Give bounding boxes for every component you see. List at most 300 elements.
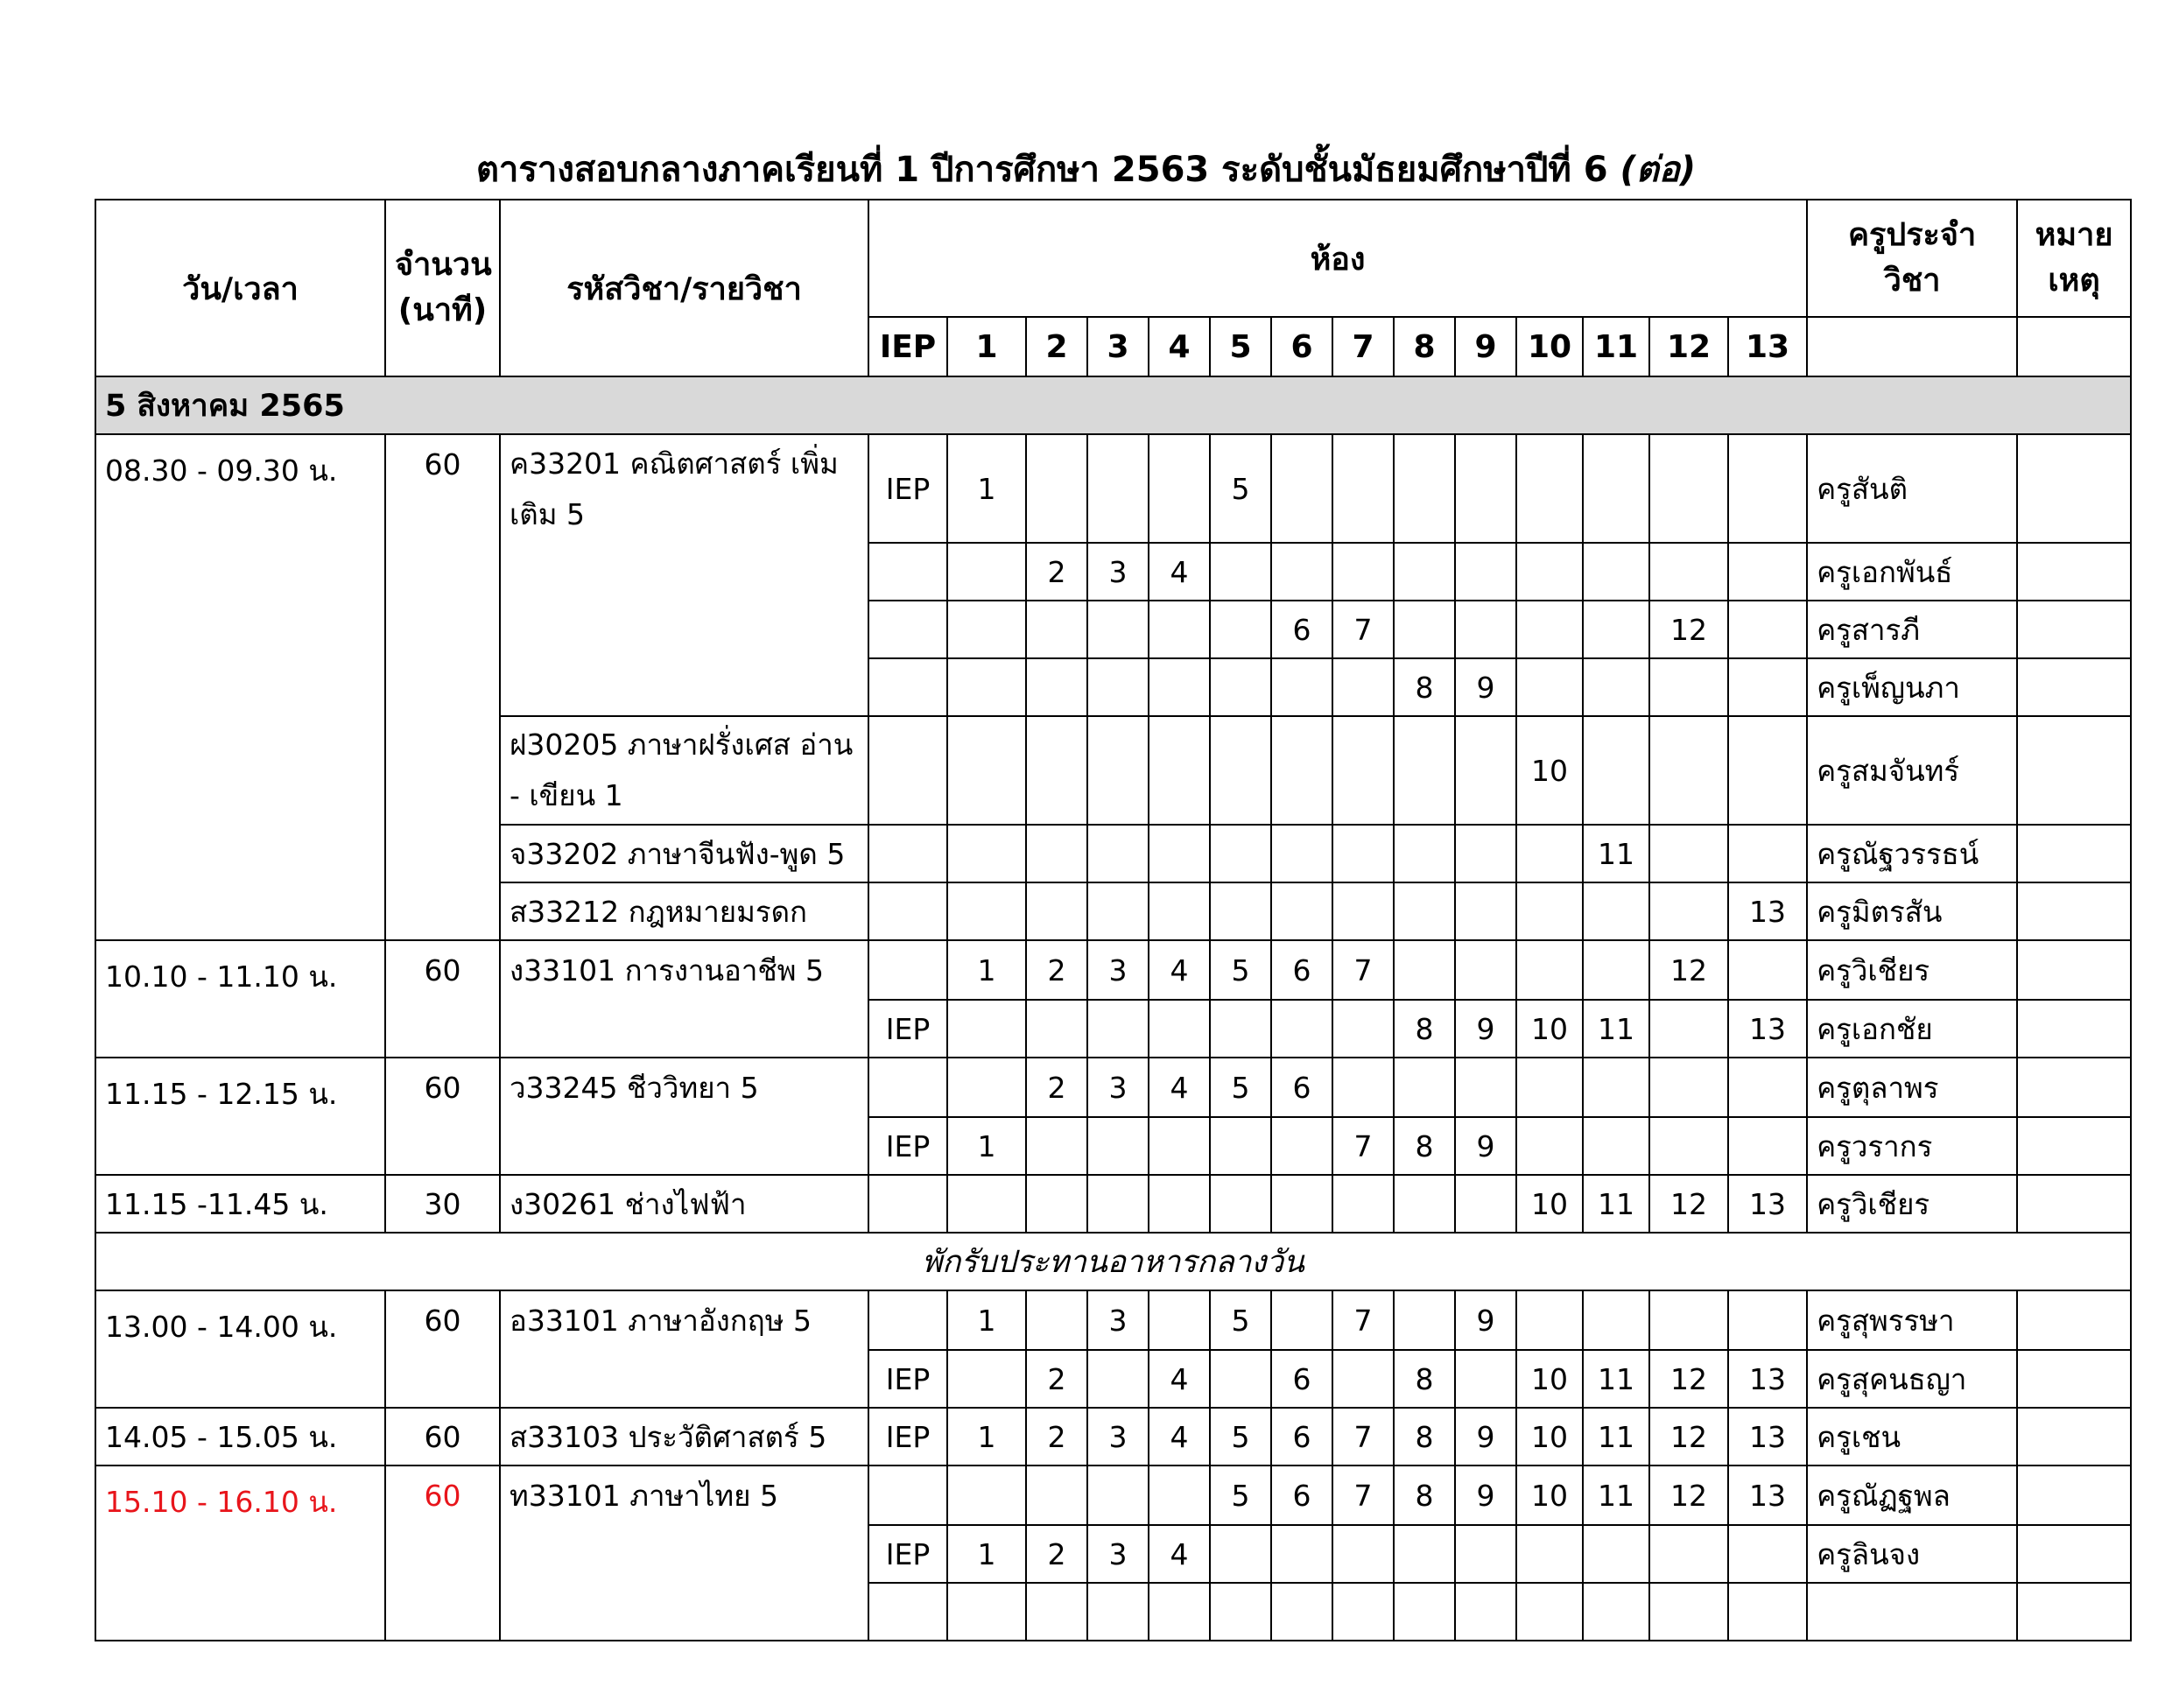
table-row	[95, 601, 2131, 658]
room-cell-10	[1516, 1290, 1583, 1350]
room-cell-8	[1394, 1583, 1455, 1641]
room-cell-2	[1026, 1175, 1087, 1233]
room-cell-2	[1026, 882, 1087, 940]
room-cell-3	[1087, 1175, 1149, 1233]
room-cell-12	[1649, 543, 1728, 601]
session-duration	[385, 658, 500, 716]
room-cell-8: 8	[1394, 1000, 1455, 1058]
room-cell-11	[1583, 716, 1649, 825]
room-header-10: 10	[1516, 317, 1583, 376]
room-cell-9	[1455, 825, 1516, 882]
room-cell-4	[1149, 1583, 1210, 1641]
table-row	[95, 1290, 2131, 1350]
room-cell-10	[1516, 601, 1583, 658]
room-header-3: 3	[1087, 317, 1149, 376]
table-row	[95, 1466, 2131, 1525]
room-cell-11: 11	[1583, 1408, 1649, 1466]
room-cell-2	[1026, 1583, 1087, 1641]
table-row	[95, 882, 2131, 940]
room-cell-2: 2	[1026, 940, 1087, 1000]
room-cell-6: 6	[1271, 1466, 1332, 1525]
date-row	[95, 376, 2131, 434]
room-cell-5	[1210, 825, 1271, 882]
remark-cell	[2017, 1290, 2131, 1350]
remark-cell	[2017, 882, 2131, 940]
room-cell-13: 13	[1728, 1466, 1807, 1525]
room-cell-12	[1649, 716, 1728, 825]
room-cell-12	[1649, 1583, 1728, 1641]
room-cell-4: 4	[1149, 1525, 1210, 1583]
room-cell-12: 12	[1649, 1175, 1728, 1233]
room-cell-13	[1728, 1525, 1807, 1583]
room-cell-2	[1026, 658, 1087, 716]
session-duration	[385, 1583, 500, 1641]
room-cell-11: 11	[1583, 1175, 1649, 1233]
room-cell-5	[1210, 1525, 1271, 1583]
remark-cell	[2017, 601, 2131, 658]
room-cell-10	[1516, 940, 1583, 1000]
room-cell-5: 5	[1210, 1408, 1271, 1466]
session-time: 14.05 - 15.05 น.	[95, 1408, 385, 1466]
room-cell-9	[1455, 940, 1516, 1000]
room-cell-5: 5	[1210, 1058, 1271, 1117]
room-cell-3	[1087, 1000, 1149, 1058]
subject-cell	[500, 1000, 868, 1058]
room-cell-3: 3	[1087, 1408, 1149, 1466]
room-cell-9	[1455, 1175, 1516, 1233]
room-cell-11	[1583, 1525, 1649, 1583]
room-header-11: 11	[1583, 317, 1649, 376]
table-row	[95, 1583, 2131, 1641]
room-cell-13	[1728, 1117, 1807, 1175]
room-cell-11	[1583, 1290, 1649, 1350]
room-cell-1	[947, 1350, 1026, 1408]
room-cell-6	[1271, 825, 1332, 882]
room-cell-10	[1516, 1525, 1583, 1583]
room-cell-12: 12	[1649, 940, 1728, 1000]
room-cell-9	[1455, 1058, 1516, 1117]
room-cell-6: 6	[1271, 1350, 1332, 1408]
room-header-remark-blank	[2017, 317, 2131, 376]
session-duration	[385, 882, 500, 940]
page-title	[0, 145, 2172, 194]
room-cell-13	[1728, 1290, 1807, 1350]
room-cell-iep	[868, 1058, 947, 1117]
session-duration	[385, 1000, 500, 1058]
room-cell-7: 7	[1332, 1117, 1394, 1175]
room-cell-6	[1271, 882, 1332, 940]
subject-cell: ง30261 ช่างไฟฟ้า	[500, 1175, 868, 1233]
session-duration: 60	[385, 1290, 500, 1350]
title-text: ตารางสอบกลางภาคเรียนที่ 1 ปีการศึกษา 2563 ระดับชั้นมัธยมศึกษาปีที่ 6	[475, 150, 1608, 190]
room-cell-iep	[868, 543, 947, 601]
remark-cell	[2017, 658, 2131, 716]
room-cell-4: 4	[1149, 940, 1210, 1000]
room-cell-2	[1026, 601, 1087, 658]
room-cell-13: 13	[1728, 1408, 1807, 1466]
room-cell-8	[1394, 543, 1455, 601]
session-time: 11.15 - 12.15 น.	[95, 1058, 385, 1117]
room-cell-8	[1394, 434, 1455, 543]
room-cell-4: 4	[1149, 543, 1210, 601]
session-time	[95, 1583, 385, 1641]
room-cell-3	[1087, 1466, 1149, 1525]
room-cell-3	[1087, 716, 1149, 825]
room-cell-iep	[868, 825, 947, 882]
session-duration	[385, 716, 500, 825]
room-cell-10: 10	[1516, 1350, 1583, 1408]
room-cell-2	[1026, 716, 1087, 825]
room-cell-iep	[868, 1175, 947, 1233]
room-cell-12	[1649, 1525, 1728, 1583]
session-duration	[385, 1117, 500, 1175]
room-cell-13	[1728, 434, 1807, 543]
room-cell-7	[1332, 1058, 1394, 1117]
room-cell-8	[1394, 882, 1455, 940]
room-cell-4	[1149, 1466, 1210, 1525]
room-cell-11	[1583, 1583, 1649, 1641]
table-row	[95, 716, 2131, 825]
session-time	[95, 882, 385, 940]
room-cell-12	[1649, 434, 1728, 543]
room-cell-11	[1583, 434, 1649, 543]
teacher-cell	[1807, 1583, 2017, 1641]
room-cell-6: 6	[1271, 1408, 1332, 1466]
room-cell-11: 11	[1583, 825, 1649, 882]
session-duration	[385, 601, 500, 658]
room-cell-2: 2	[1026, 1350, 1087, 1408]
room-cell-3	[1087, 825, 1149, 882]
table-row	[95, 1175, 2131, 1233]
room-cell-11	[1583, 1058, 1649, 1117]
room-cell-iep: IEP	[868, 1408, 947, 1466]
room-cell-6: 6	[1271, 601, 1332, 658]
room-cell-11: 11	[1583, 1000, 1649, 1058]
room-cell-7	[1332, 543, 1394, 601]
session-time	[95, 658, 385, 716]
room-cell-10	[1516, 543, 1583, 601]
table-row	[95, 1058, 2131, 1117]
room-cell-12: 12	[1649, 601, 1728, 658]
remark-cell	[2017, 1408, 2131, 1466]
teacher-cell: ครูวิเชียร	[1807, 940, 2017, 1000]
session-duration: 60	[385, 1058, 500, 1117]
session-duration	[385, 1525, 500, 1583]
room-cell-10: 10	[1516, 716, 1583, 825]
subject-cell: ท33101 ภาษาไทย 5	[500, 1466, 868, 1525]
header-subject: รหัสวิชา/รายวิชา	[500, 200, 868, 376]
teacher-cell: ครูสุพรรษา	[1807, 1290, 2017, 1350]
room-cell-12	[1649, 1117, 1728, 1175]
teacher-cell: ครูเอกชัย	[1807, 1000, 2017, 1058]
remark-cell	[2017, 1466, 2131, 1525]
header-teacher: ครูประจำ วิชา	[1807, 200, 2017, 317]
room-cell-9: 9	[1455, 1466, 1516, 1525]
lunch-break-label: พักรับประทานอาหารกลางวัน	[95, 1233, 2131, 1290]
room-cell-13	[1728, 716, 1807, 825]
session-time	[95, 1350, 385, 1408]
room-cell-6: 6	[1271, 1058, 1332, 1117]
room-cell-8: 8	[1394, 1350, 1455, 1408]
room-cell-9: 9	[1455, 1290, 1516, 1350]
session-time	[95, 601, 385, 658]
room-cell-10: 10	[1516, 1466, 1583, 1525]
teacher-cell: ครูเอกพันธ์	[1807, 543, 2017, 601]
room-cell-4	[1149, 716, 1210, 825]
room-cell-iep	[868, 1290, 947, 1350]
table-row	[95, 658, 2131, 716]
room-cell-11	[1583, 882, 1649, 940]
room-cell-11	[1583, 1117, 1649, 1175]
room-cell-12	[1649, 1000, 1728, 1058]
session-time: 13.00 - 14.00 น.	[95, 1290, 385, 1350]
room-cell-2	[1026, 1117, 1087, 1175]
room-cell-9	[1455, 434, 1516, 543]
room-cell-6: 6	[1271, 940, 1332, 1000]
header-rooms: ห้อง	[868, 200, 1807, 317]
room-cell-9	[1455, 601, 1516, 658]
table-row	[95, 1000, 2131, 1058]
title-suffix: (ต่อ)	[1620, 150, 1697, 190]
room-cell-11	[1583, 658, 1649, 716]
remark-cell	[2017, 1058, 2131, 1117]
room-header-4: 4	[1149, 317, 1210, 376]
room-cell-5	[1210, 1350, 1271, 1408]
teacher-cell: ครูลินจง	[1807, 1525, 2017, 1583]
room-cell-2	[1026, 434, 1087, 543]
room-cell-4	[1149, 1000, 1210, 1058]
room-cell-6	[1271, 1525, 1332, 1583]
session-duration: 60	[385, 940, 500, 1000]
room-cell-13	[1728, 1583, 1807, 1641]
room-cell-12	[1649, 658, 1728, 716]
header-row	[95, 200, 2131, 317]
room-cell-8	[1394, 1175, 1455, 1233]
room-cell-2: 2	[1026, 1058, 1087, 1117]
room-cell-9	[1455, 1350, 1516, 1408]
room-cell-3: 3	[1087, 1058, 1149, 1117]
remark-cell	[2017, 1525, 2131, 1583]
room-cell-1: 1	[947, 434, 1026, 543]
room-cell-8	[1394, 716, 1455, 825]
room-cell-7	[1332, 658, 1394, 716]
room-cell-7	[1332, 1525, 1394, 1583]
teacher-cell: ครูณัฏฐพล	[1807, 1466, 2017, 1525]
table-row	[95, 825, 2131, 882]
room-cell-3	[1087, 1117, 1149, 1175]
teacher-cell: ครูเพ็ญนภา	[1807, 658, 2017, 716]
room-cell-6	[1271, 1000, 1332, 1058]
header-remark: หมาย เหตุ	[2017, 200, 2131, 317]
room-cell-1: 1	[947, 1290, 1026, 1350]
room-header-9: 9	[1455, 317, 1516, 376]
table-row	[95, 1525, 2131, 1583]
room-cell-5	[1210, 601, 1271, 658]
session-time: 08.30 - 09.30 น.	[95, 434, 385, 543]
session-time: 10.10 - 11.10 น.	[95, 940, 385, 1000]
room-cell-4: 4	[1149, 1408, 1210, 1466]
room-cell-10: 10	[1516, 1408, 1583, 1466]
room-cell-7: 7	[1332, 601, 1394, 658]
room-header-8: 8	[1394, 317, 1455, 376]
subject-cell: ค33201 คณิตศาสตร์ เพิ่มเติม 5	[500, 434, 868, 543]
room-cell-13: 13	[1728, 882, 1807, 940]
subject-cell: ว33245 ชีววิทยา 5	[500, 1058, 868, 1117]
teacher-cell: ครูสารภี	[1807, 601, 2017, 658]
room-cell-10	[1516, 825, 1583, 882]
room-cell-8	[1394, 825, 1455, 882]
room-cell-10	[1516, 1583, 1583, 1641]
session-time	[95, 825, 385, 882]
teacher-cell: ครูตุลาพร	[1807, 1058, 2017, 1117]
room-cell-3	[1087, 601, 1149, 658]
room-cell-7: 7	[1332, 1466, 1394, 1525]
room-header-iep: IEP	[868, 317, 947, 376]
room-cell-6	[1271, 716, 1332, 825]
table-row	[95, 543, 2131, 601]
room-cell-3: 3	[1087, 543, 1149, 601]
room-cell-4	[1149, 601, 1210, 658]
room-cell-6	[1271, 1175, 1332, 1233]
room-cell-10	[1516, 1058, 1583, 1117]
room-cell-13	[1728, 658, 1807, 716]
room-cell-1	[947, 658, 1026, 716]
room-cell-5	[1210, 1117, 1271, 1175]
room-cell-3: 3	[1087, 1525, 1149, 1583]
room-cell-3	[1087, 434, 1149, 543]
room-cell-1	[947, 543, 1026, 601]
room-cell-9: 9	[1455, 1117, 1516, 1175]
room-cell-7	[1332, 825, 1394, 882]
room-cell-10	[1516, 882, 1583, 940]
room-cell-6	[1271, 1117, 1332, 1175]
room-cell-5: 5	[1210, 434, 1271, 543]
room-cell-1	[947, 1058, 1026, 1117]
room-cell-7: 7	[1332, 940, 1394, 1000]
room-cell-iep	[868, 1466, 947, 1525]
room-cell-iep	[868, 658, 947, 716]
room-cell-3	[1087, 1583, 1149, 1641]
remark-cell	[2017, 1583, 2131, 1641]
room-cell-9: 9	[1455, 1408, 1516, 1466]
room-cell-7	[1332, 1350, 1394, 1408]
room-cell-5	[1210, 1000, 1271, 1058]
room-cell-11	[1583, 543, 1649, 601]
room-cell-9: 9	[1455, 1000, 1516, 1058]
room-header-13: 13	[1728, 317, 1807, 376]
remark-cell	[2017, 716, 2131, 825]
room-cell-1	[947, 716, 1026, 825]
room-cell-1: 1	[947, 1117, 1026, 1175]
session-duration: 60	[385, 1466, 500, 1525]
table-row	[95, 1117, 2131, 1175]
remark-cell	[2017, 434, 2131, 543]
remark-cell	[2017, 1175, 2131, 1233]
room-cell-7: 7	[1332, 1290, 1394, 1350]
room-cell-9	[1455, 882, 1516, 940]
teacher-cell: ครูสมจันทร์	[1807, 716, 2017, 825]
session-duration: 60	[385, 1408, 500, 1466]
subject-cell	[500, 543, 868, 601]
session-time	[95, 716, 385, 825]
subject-cell	[500, 1117, 868, 1175]
room-cell-4	[1149, 1117, 1210, 1175]
room-cell-2	[1026, 1000, 1087, 1058]
room-cell-5	[1210, 658, 1271, 716]
room-cell-1	[947, 825, 1026, 882]
room-cell-8	[1394, 601, 1455, 658]
header-duration: จำนวน (นาที)	[385, 200, 500, 376]
room-cell-4	[1149, 1175, 1210, 1233]
room-cell-10	[1516, 658, 1583, 716]
room-cell-1: 1	[947, 1408, 1026, 1466]
room-cell-13: 13	[1728, 1175, 1807, 1233]
room-cell-8	[1394, 1525, 1455, 1583]
room-cell-12	[1649, 825, 1728, 882]
subject-cell	[500, 601, 868, 658]
subject-cell: ส33212 กฎหมายมรดก	[500, 882, 868, 940]
room-cell-9	[1455, 543, 1516, 601]
session-time	[95, 543, 385, 601]
subject-cell: ง33101 การงานอาชีพ 5	[500, 940, 868, 1000]
room-cell-1	[947, 1583, 1026, 1641]
room-cell-13	[1728, 940, 1807, 1000]
room-cell-6	[1271, 543, 1332, 601]
room-cell-iep	[868, 940, 947, 1000]
room-cell-9	[1455, 716, 1516, 825]
room-cell-2	[1026, 1466, 1087, 1525]
room-cell-7	[1332, 1000, 1394, 1058]
subject-cell: ส33103 ประวัติศาสตร์ 5	[500, 1408, 868, 1466]
room-cell-10: 10	[1516, 1000, 1583, 1058]
room-cell-6	[1271, 1583, 1332, 1641]
room-cell-2	[1026, 1290, 1087, 1350]
teacher-cell: ครูสันติ	[1807, 434, 2017, 543]
room-cell-4	[1149, 882, 1210, 940]
room-cell-11	[1583, 601, 1649, 658]
subject-cell	[500, 1583, 868, 1641]
room-cell-2: 2	[1026, 1525, 1087, 1583]
room-cell-12: 12	[1649, 1408, 1728, 1466]
room-header-2: 2	[1026, 317, 1087, 376]
room-cell-3	[1087, 658, 1149, 716]
room-cell-6	[1271, 434, 1332, 543]
room-cell-9	[1455, 1583, 1516, 1641]
room-cell-12	[1649, 1290, 1728, 1350]
room-cell-7	[1332, 716, 1394, 825]
exam-date: 5 สิงหาคม 2565	[95, 376, 2131, 434]
subject-cell: อ33101 ภาษาอังกฤษ 5	[500, 1290, 868, 1350]
room-header-1: 1	[947, 317, 1026, 376]
session-duration	[385, 825, 500, 882]
room-cell-iep: IEP	[868, 1117, 947, 1175]
room-cell-2	[1026, 825, 1087, 882]
remark-cell	[2017, 1117, 2131, 1175]
room-cell-1	[947, 1000, 1026, 1058]
room-cell-13	[1728, 543, 1807, 601]
room-cell-8: 8	[1394, 1117, 1455, 1175]
remark-cell	[2017, 543, 2131, 601]
room-cell-1	[947, 1466, 1026, 1525]
remark-cell	[2017, 1350, 2131, 1408]
session-time	[95, 1117, 385, 1175]
room-cell-1	[947, 1175, 1026, 1233]
remark-cell	[2017, 825, 2131, 882]
teacher-cell: ครูวิเชียร	[1807, 1175, 2017, 1233]
room-cell-8: 8	[1394, 658, 1455, 716]
room-cell-3: 3	[1087, 940, 1149, 1000]
session-time: 15.10 - 16.10 น.	[95, 1466, 385, 1525]
